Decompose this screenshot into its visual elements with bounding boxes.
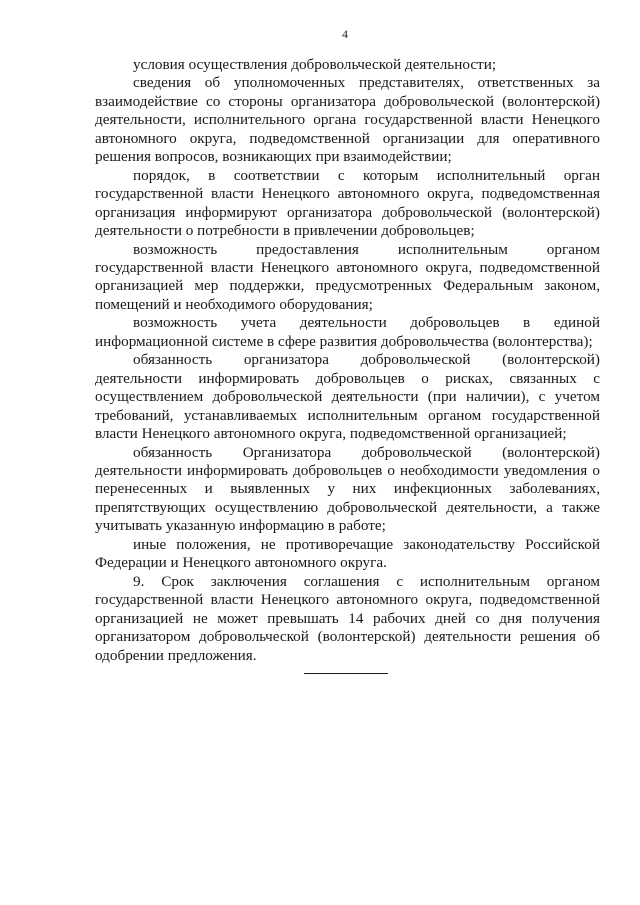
paragraph-representatives: сведения об уполномоченных представителях, ответственных за взаимодействие со стороны организатора добровольческой (волонтерской) деятельности, исполнительного органа государственной власти Ненецкого автономного округа, подведомственной организации для оперативного решения вопросов, возникающих при взаимодействии;	[95, 74, 600, 166]
page-number: 4	[342, 27, 348, 41]
paragraph-information-system: возможность учета деятельности добровольцев в единой информационной системе в сфере развития добровольчества (волонтерства);	[95, 314, 600, 350]
paragraph-other-provisions: иные положения, не противоречащие законодательству Российской Федерации и Ненецкого автономного округа.	[95, 535, 600, 572]
document-body	[95, 56, 600, 665]
paragraph-procedure: порядок, в соответствии с которым исполнительный орган государственной власти Ненецкого автономного округа, подведомственная организация информируют организатора добровольческой (волонтерской) деятельности о потребности в привлечении добровольцев;	[95, 166, 600, 240]
end-separator-line	[304, 673, 388, 674]
paragraph-conditions: условия осуществления добровольческой деятельности;	[133, 56, 497, 73]
paragraph-support-measures: возможность предоставления исполнительным органом государственной власти Ненецкого автономного округа, подведомственной организацией мер поддержки, предусмотренных Федеральным законом, помещений и необходимого оборудования;	[95, 240, 600, 313]
paragraph-risk-obligation: обязанность организатора добровольческой (волонтерской) деятельности информировать добровольцев о рисках, связанных с осуществлением добровольческой деятельности (при наличии), с учетом требований, устанавливаемых исполнительным органом государственной власти Ненецкого автономного округа, подведомственной организацией;	[95, 351, 600, 443]
paragraph-term-clause: 9. Срок заключения соглашения с исполнительным органом государственной власти Ненецкого автономного округа, подведомственной организацией не может превышать 14 рабочих дней со дня получения организатором добровольческой (волонтерской) деятельности решения об одобрении предложения.	[95, 572, 600, 664]
paragraph-infection-obligation: обязанность Организатора добровольческой (волонтерской) деятельности информировать добровольцев о необходимости уведомления о перенесенных и выявленных у них инфекционных заболеваниях, препятствующих осуществлению добровольческой деятельности, а также учитывать указанную информацию в работе;	[95, 443, 600, 535]
